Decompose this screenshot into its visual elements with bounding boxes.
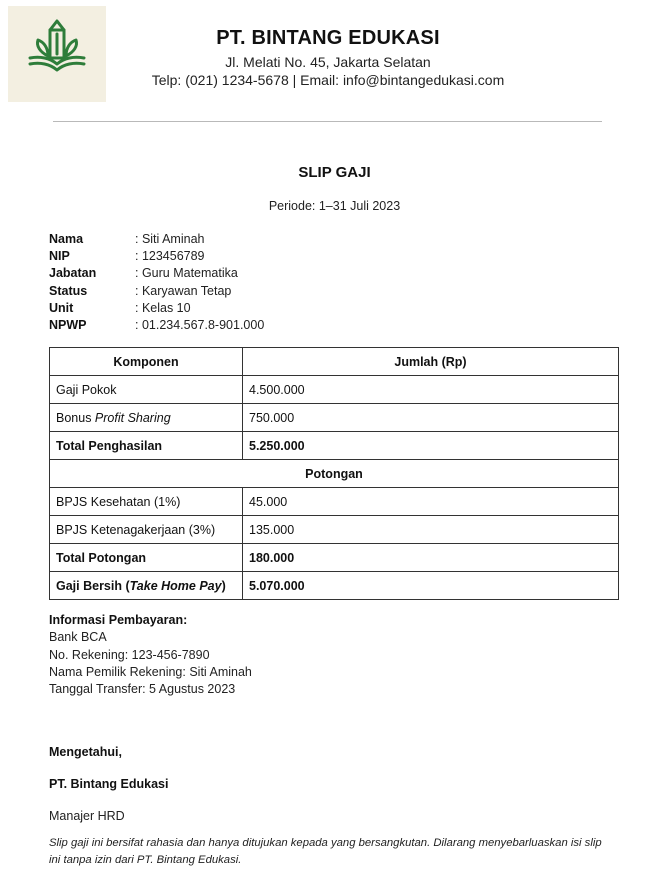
employee-row-status [49, 283, 264, 300]
header-divider [53, 121, 602, 122]
payment-account-name: Nama Pemilik Rekening: Siti Aminah [49, 664, 252, 679]
signature-company: PT. Bintang Edukasi [49, 777, 169, 791]
company-contact: Telp: (021) 1234-5678 | Email: info@bintangedukasi.com [151, 72, 505, 88]
deductions-section-row [50, 460, 619, 488]
net-salary-row [50, 572, 619, 600]
component-name: Gaji Pokok [50, 376, 243, 404]
net-salary-amount: 5.070.000 [243, 572, 619, 600]
company-address: Jl. Melati No. 45, Jakarta Selatan [225, 54, 431, 70]
info-label: NIP [49, 249, 70, 264]
total-deductions-row [50, 544, 619, 572]
info-value: : 123456789 [135, 249, 205, 264]
info-label: Nama [49, 232, 84, 246]
salary-table [49, 347, 619, 600]
book-pencil-icon [26, 18, 88, 76]
total-income-amount: 5.250.000 [243, 432, 619, 460]
document-title: SLIP GAJI [298, 164, 371, 181]
total-income-row [50, 432, 619, 460]
payment-info [49, 612, 252, 698]
table-row [50, 488, 619, 516]
info-label: NPWP [49, 317, 87, 332]
payment-title: Informasi Pembayaran: [49, 613, 188, 627]
table-row [50, 404, 619, 432]
deductions-header: Potongan [50, 460, 619, 488]
employee-row-name [49, 231, 264, 248]
column-header-amount: Jumlah (Rp) [243, 348, 619, 376]
total-income-label: Total Penghasilan [50, 432, 243, 460]
info-value: : 01.234.567.8-901.000 [135, 317, 265, 332]
employee-info [49, 231, 264, 334]
info-value: : Siti Aminah [135, 232, 205, 246]
employee-row-position [49, 265, 264, 282]
column-header-component: Komponen [50, 348, 243, 376]
deduction-amount: 45.000 [243, 488, 619, 516]
employee-row-nip [49, 248, 264, 265]
signature-role: Manajer HRD [49, 809, 125, 823]
component-amount: 750.000 [243, 404, 619, 432]
info-value: : Karyawan Tetap [135, 283, 232, 298]
document-period: Periode: 1–31 Juli 2023 [268, 199, 401, 213]
employee-row-unit [49, 300, 264, 317]
payment-transfer-date: Tanggal Transfer: 5 Agustus 2023 [49, 682, 236, 697]
component-name-prefix: Bonus [56, 410, 95, 425]
net-label-prefix: Gaji Bersih ( [56, 578, 130, 593]
net-label-italic: Take Home Pay [129, 578, 222, 593]
info-label: Unit [49, 300, 74, 315]
table-row [50, 516, 619, 544]
info-value: : Kelas 10 [135, 300, 191, 315]
table-row [50, 376, 619, 404]
company-name: PT. BINTANG EDUKASI [216, 27, 440, 49]
company-logo [8, 6, 106, 102]
deduction-name: BPJS Ketenagakerjaan (3%) [50, 516, 243, 544]
total-deductions-label: Total Potongan [50, 544, 243, 572]
component-name-italic: Profit Sharing [94, 410, 171, 425]
info-value: : Guru Matematika [135, 266, 238, 281]
payment-account-number: No. Rekening: 123-456-7890 [49, 647, 210, 662]
total-deductions-amount: 180.000 [243, 544, 619, 572]
deduction-name: BPJS Kesehatan (1%) [50, 488, 243, 516]
component-amount: 4.500.000 [243, 376, 619, 404]
confidentiality-note: Slip gaji ini bersifat rahasia dan hanya ditujukan kepada yang bersangkutan. Dilarang menyebarluaskan isi slip ini tanpa izin dari PT. Bintang Edukasi. [49, 837, 602, 866]
employee-row-npwp [49, 317, 264, 334]
info-label: Status [49, 283, 88, 298]
table-header-row [50, 348, 619, 376]
net-salary-label [50, 572, 243, 600]
component-name [50, 404, 243, 432]
info-label: Jabatan [49, 266, 97, 281]
payment-bank: Bank BCA [49, 630, 107, 645]
net-label-suffix: ) [221, 578, 226, 593]
deduction-amount: 135.000 [243, 516, 619, 544]
acknowledgement-label: Mengetahui, [49, 745, 122, 759]
